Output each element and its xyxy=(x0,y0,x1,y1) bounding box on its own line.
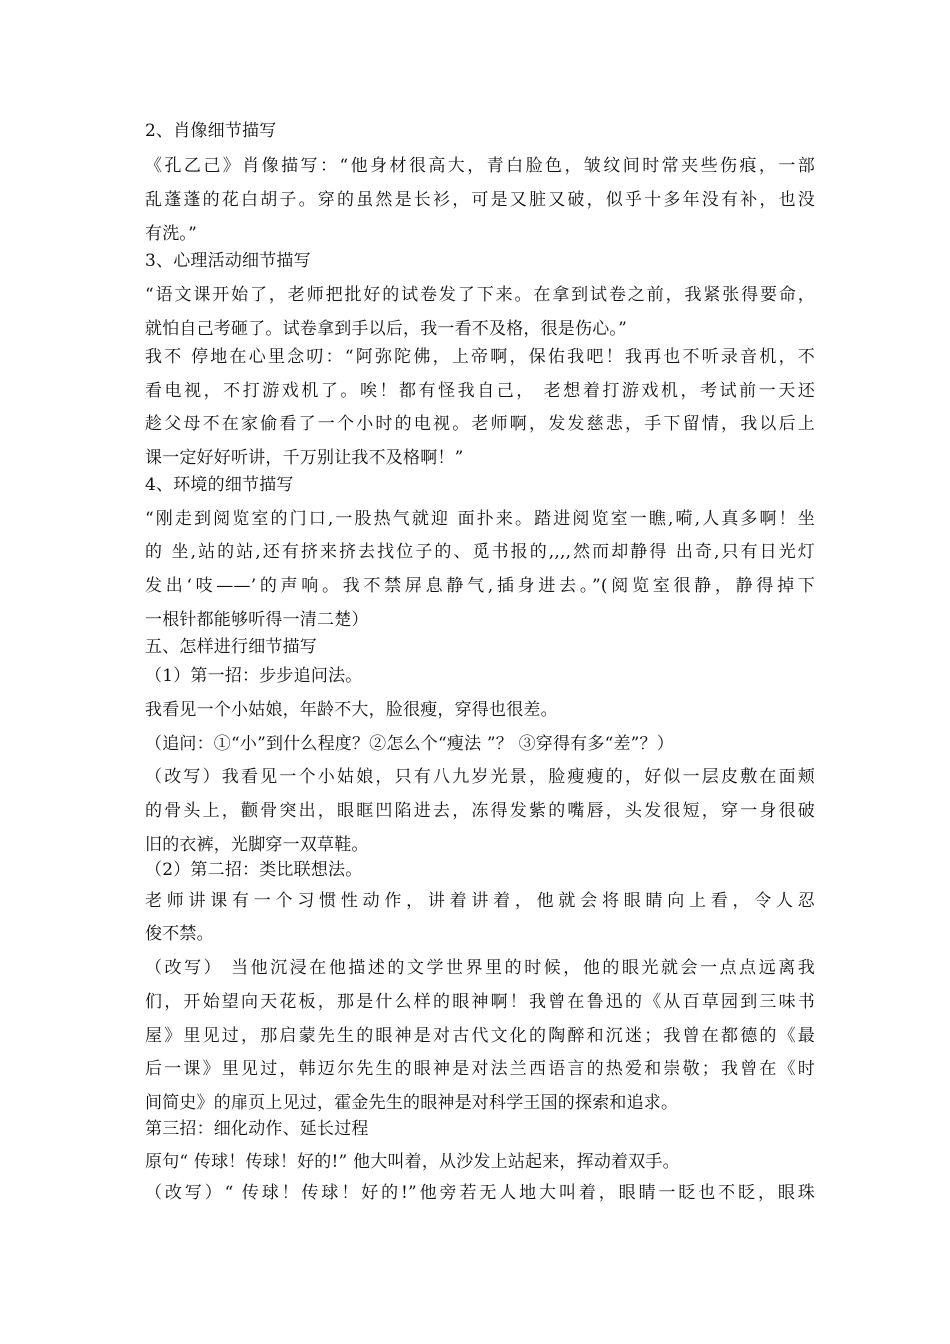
text-line: 旧的衣裤，光脚穿一双草鞋。 xyxy=(145,835,369,855)
text-line: （改写）“ 传球！传球！好的!”他旁若无人地大叫着，眼睛一眨也不眨，眼珠 xyxy=(145,1183,815,1203)
text-line: 有洗。” xyxy=(145,224,197,244)
heading-method-two: （2）第二招：类比联想法。 xyxy=(145,860,363,880)
text-line: 一根针都能够听得一清二楚） xyxy=(145,610,369,630)
text-line: 课一定好好听讲，千万别让我不及格啊！” xyxy=(145,448,464,468)
text-line: 屋》里见过，那启蒙先生的眼神是对古代文化的陶醉和沉迷；我曾在都德的《最 xyxy=(145,1026,815,1046)
text-line: “语文课开始了，老师把批好的试卷发了下来。在拿到试卷之前，我紧张得要命， xyxy=(145,285,815,305)
text-line: 乱蓬蓬的花白胡子。穿的虽然是长衫，可是又脏又破，似乎十多年没有补，也没 xyxy=(145,190,815,210)
text-line: 俊不禁。 xyxy=(145,924,214,944)
text-line: 的 坐,站的站,还有挤来挤去找位子的、觅书报的,,,,然而却静得 出奇,只有日光灯 xyxy=(145,542,815,562)
text-line: 原句“ 传球！传球！好的!” 他大叫着，从沙发上站起来，挥动着双手。 xyxy=(145,1152,680,1172)
text-line: 后一课》里见过，韩迈尔先生的眼神是对法兰西语言的热爱和崇敬；我曾在《时 xyxy=(145,1059,815,1079)
text-line: 的骨头上，颧骨突出，眼眶凹陷进去，冻得发紫的嘴唇，头发很短，穿一身很破 xyxy=(145,801,815,821)
text-line: 我不 停地在心里念叨：“阿弥陀佛，上帝啊，保佑我吧！我再也不听录音机，不 xyxy=(145,347,815,367)
text-line: 《孔乙己》肖像描写：“他身材很高大，青白脸色，皱纹间时常夹些伤痕，一部 xyxy=(145,156,815,176)
text-line: 就怕自己考砸了。试卷拿到手以后，我一看不及格，很是伤心。” xyxy=(145,319,627,339)
text-line: 老师讲课有一个习惯性动作，讲着讲着，他就会将眼睛向上看，令人忍 xyxy=(145,891,815,911)
heading-environment-detail: 4、环境的细节描写 xyxy=(145,475,294,495)
heading-method-three: 第三招：细化动作、延长过程 xyxy=(145,1119,369,1139)
text-line: 们，开始望向天花板，那是什么样的眼神啊！我曾在鲁迅的《从百草园到三味书 xyxy=(145,992,815,1012)
text-line: （改写） 当他沉浸在他描述的文学世界里的时候，他的眼光就会一点点远离我 xyxy=(145,958,815,978)
text-line: （追问：①“小”到什么程度？②怎么个“瘦法 ”？ ③穿得有多“差”？） xyxy=(145,734,674,754)
heading-portrait-detail: 2、肖像细节描写 xyxy=(145,121,277,141)
text-line: （改写）我看见一个小姑娘，只有八九岁光景，脸瘦瘦的，好似一层皮敷在面颊 xyxy=(145,767,815,787)
heading-psychological-detail: 3、心理活动细节描写 xyxy=(145,251,311,271)
text-line: “刚走到阅览室的门口,一股热气就迎 面扑来。踏进阅览室一瞧,嗬,人真多啊！坐 xyxy=(145,509,815,529)
heading-section-five: 五、怎样进行细节描写 xyxy=(145,637,317,657)
text-line: 看电视，不打游戏机了。唉！都有怪我自己， 老想着打游戏机，考试前一天还 xyxy=(145,381,815,401)
text-line: 我看见一个小姑娘，年龄不大，脸很瘦，穿得也很差。 xyxy=(145,700,558,720)
text-line: 发出‘吱——’的声响。我不禁屏息静气,插身进去。”(阅览室很静，静得掉下 xyxy=(145,576,815,596)
text-line: 趁父母不在家偷看了一个小时的电视。老师啊，发发慈悲，手下留情，我以后上 xyxy=(145,414,815,434)
heading-method-one: （1）第一招：步步追问法。 xyxy=(145,666,363,686)
text-line: 间简史》的扉页上见过，霍金先生的眼神是对科学王国的探索和追求。 xyxy=(145,1093,679,1113)
